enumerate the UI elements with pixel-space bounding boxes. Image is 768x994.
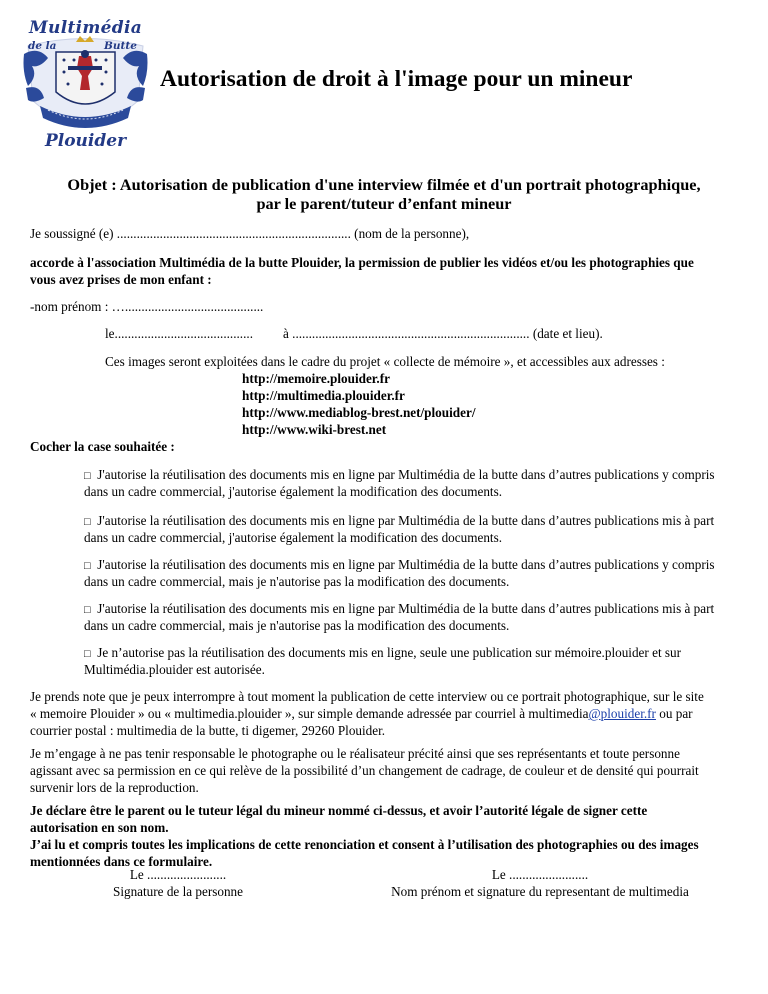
checkbox[interactable]: □	[84, 516, 91, 528]
subject-line-1: Objet : Autorisation de publication d'une interview filmée et d'un portrait photographique,	[67, 175, 701, 194]
liability-line-1: Je m’engage à ne pas tenir responsable le photographe ou le réalisateur précité ainsi que ses représentants et toute personne	[30, 746, 680, 761]
logo-subtitle-left: de la	[28, 40, 57, 52]
option-text-line-2: dans un cadre commercial, j'autorise également la modification des documents.	[84, 484, 503, 499]
declaration-line-2: autorisation en son nom.	[30, 820, 169, 835]
signature-label-left: Signature de la personne	[112, 884, 243, 899]
grant-paragraph	[30, 254, 750, 288]
logo-title: Multimédia	[28, 18, 143, 38]
url-item[interactable]: http://memoire.plouider.fr	[242, 371, 390, 386]
signature-label-right: Nom prénom et signature du representant de multimedia	[391, 884, 689, 899]
option-text-line-1: Je n’autorise pas la réutilisation des documents mis en ligne, seule une publication sur mémoire.plouider et sur	[97, 645, 682, 660]
option-text-line-2: Multimédia.plouider est autorisée.	[84, 662, 265, 677]
withdrawal-paragraph	[30, 688, 760, 739]
liability-paragraph	[30, 745, 760, 796]
email-link[interactable]: @plouider.fr	[588, 706, 656, 721]
declaration-line-4: mentionnées dans ce formulaire.	[30, 854, 213, 869]
subject-heading	[30, 175, 738, 213]
option-text-line-1: J'autorise la réutilisation des documents mis en ligne par Multimédia de la butte dans d’autres publications y compris	[97, 557, 715, 572]
page-title: Autorisation de droit à l'image pour un mineur	[160, 66, 633, 92]
logo-town: Plouider	[44, 131, 127, 151]
child-name-line: -nom prénom : …..........................................	[30, 299, 264, 314]
url-item[interactable]: http://www.mediablog-brest.net/plouider/	[242, 405, 476, 420]
option-text-line-2: dans un cadre commercial, mais je n'autorise pas la modification des documents.	[84, 618, 510, 633]
place-field-line: à ........................................................................ (date et lieu).	[283, 326, 603, 341]
withdrawal-line-2: « memoire Plouider » ou « multimedia.plouider », sur simple demande adressée par courriel à multimedia@plouider.fr ou par	[30, 706, 693, 721]
withdrawal-line-1: Je prends note que je peux interrompre à tout moment la publication de cette interview ou ce portrait photographique, sur le site	[30, 689, 704, 704]
option-text-line-2: dans un cadre commercial, j'autorise également la modification des documents.	[84, 530, 503, 545]
grant-line-2: vous avez prises de mon enfant :	[30, 272, 212, 287]
checkbox[interactable]: □	[84, 470, 91, 482]
option-text-line-2: dans un cadre commercial, mais je n'autorise pas la modification des documents.	[84, 574, 510, 589]
undersigned-line: Je soussigné (e) ....................................................................... (nom de la personne),	[30, 226, 470, 241]
declaration-line-3: J’ai lu et compris toutes les implications de cette renonciation et consent à l’utilisation des photographies ou des images	[30, 837, 699, 852]
checkbox[interactable]: □	[84, 560, 91, 572]
option-text-line-1: J'autorise la réutilisation des documents mis en ligne par Multimédia de la butte dans d’autres publications mis à part	[97, 601, 715, 616]
signature-date-right: Le ........................	[491, 867, 589, 882]
declaration-line-1: Je déclare être le parent ou le tuteur légal du mineur nommé ci-dessus, et avoir l’autorité légale de signer cette	[30, 803, 648, 818]
liability-line-3: survenir lors de la reproduction.	[30, 780, 199, 795]
signature-date-left: Le ........................	[129, 867, 227, 882]
logo-subtitle-right: Butte	[104, 40, 137, 52]
checkbox-instructions: Cocher la case souhaitée :	[30, 439, 175, 454]
signature-block-left	[88, 866, 268, 900]
declaration-paragraph	[30, 802, 760, 870]
checkbox[interactable]: □	[84, 648, 91, 660]
withdrawal-line-3: courrier postal : multimedia de la butte, ti digemer, 29260 Plouider.	[30, 723, 386, 738]
url-item[interactable]: http://multimedia.plouider.fr	[242, 388, 405, 403]
option-text-line-1: J'autorise la réutilisation des documents mis en ligne par Multimédia de la butte dans d’autres publications y compris	[97, 467, 715, 482]
url-list	[242, 370, 475, 438]
usage-note: Ces images seront exploitées dans le cadre du projet « collecte de mémoire », et accessibles aux adresses :	[105, 354, 665, 369]
grant-line-1: accorde à l'association Multimédia de la butte Plouider, la permission de publier les vidéos et/ou les photographies que	[30, 255, 694, 270]
subject-line-2: par le parent/tuteur d’enfant mineur	[256, 194, 512, 213]
url-item[interactable]: http://www.wiki-brest.net	[242, 422, 387, 437]
date-field-line: le..........................................	[105, 326, 253, 341]
signature-block-right	[380, 866, 700, 900]
option-text-line-1: J'autorise la réutilisation des documents mis en ligne par Multimédia de la butte dans d’autres publications mis à part	[97, 513, 715, 528]
liability-line-2: agissant avec sa permission en ce qui relève de la possibilité d’un changement de cadrage, de couleur et de densité qui pourrait	[30, 763, 699, 778]
checkbox[interactable]: □	[84, 604, 91, 616]
association-logo	[18, 6, 153, 154]
